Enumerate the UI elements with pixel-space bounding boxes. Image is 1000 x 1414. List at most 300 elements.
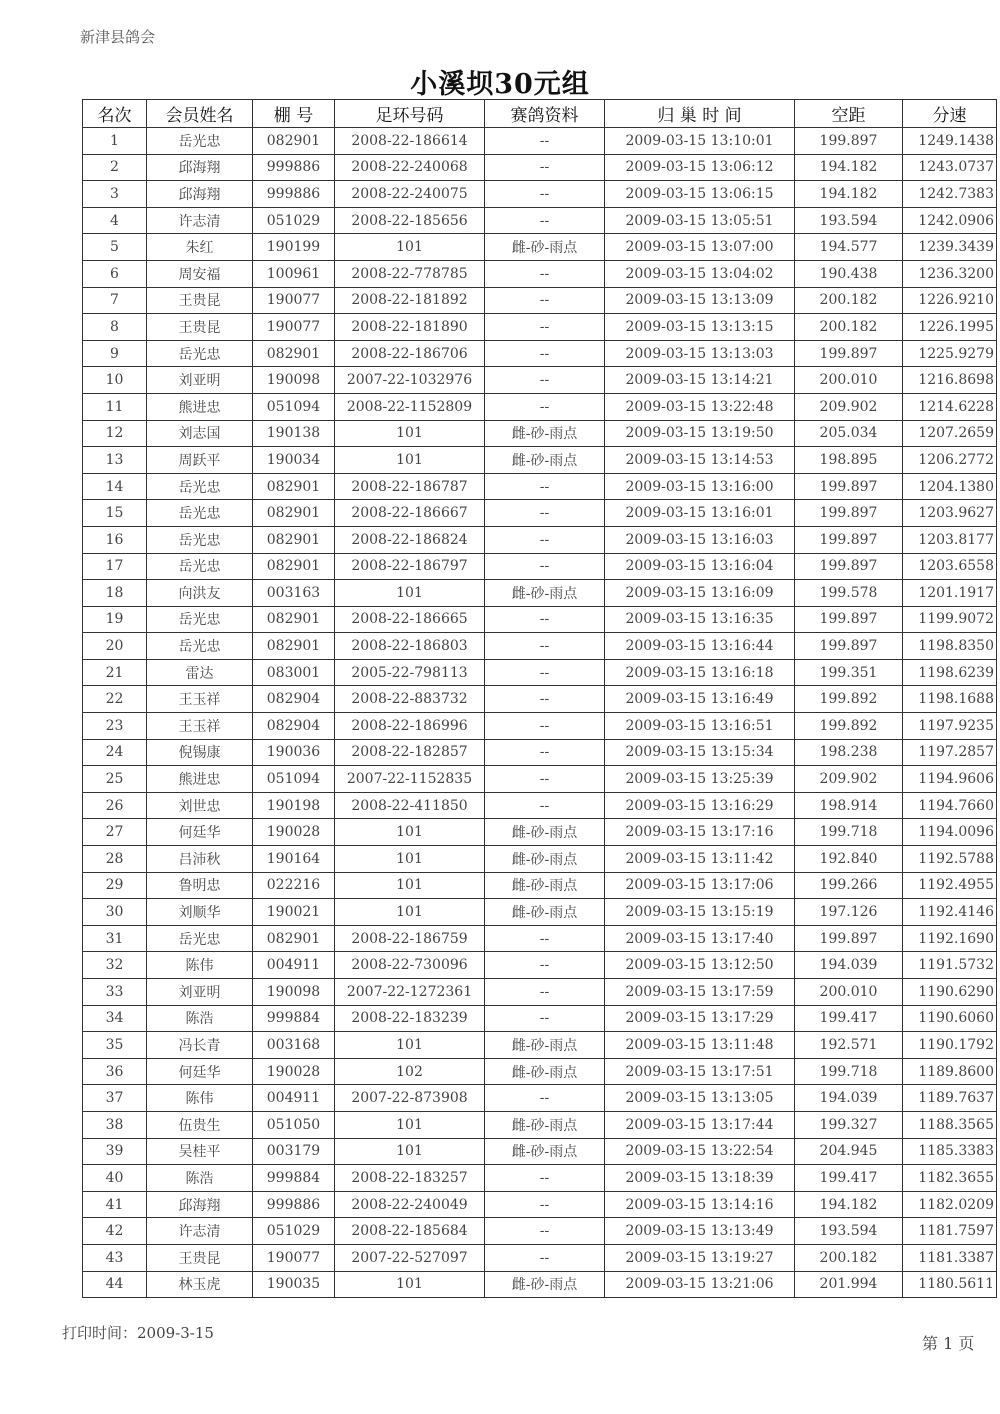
cell-distance: 194.182 — [795, 154, 903, 181]
cell-speed: 1226.9210 — [903, 287, 997, 314]
cell-ring-number: 2008-22-883732 — [335, 686, 485, 713]
cell-loft-number: 190098 — [253, 367, 335, 394]
cell-ring-number: 101 — [335, 1111, 485, 1138]
cell-distance: 200.010 — [795, 979, 903, 1006]
cell-pigeon-info: -- — [485, 925, 605, 952]
cell-loft-number: 999884 — [253, 1005, 335, 1032]
column-header-pigeon-info: 赛鸽资料 — [485, 100, 605, 128]
table-row — [83, 792, 997, 819]
cell-pigeon-info: -- — [485, 633, 605, 660]
cell-rank: 14 — [83, 473, 147, 500]
cell-loft-number: 190028 — [253, 1058, 335, 1085]
cell-pigeon-info: -- — [485, 500, 605, 527]
table-row — [83, 1032, 997, 1059]
column-header-speed: 分速 — [903, 100, 997, 128]
organization-name: 新津县鸽会 — [80, 28, 156, 46]
cell-distance: 194.182 — [795, 181, 903, 208]
cell-member-name: 吴桂平 — [147, 1138, 253, 1165]
cell-loft-number: 003168 — [253, 1032, 335, 1059]
table-row — [83, 181, 997, 208]
cell-arrival-time: 2009-03-15 13:14:16 — [605, 1191, 795, 1218]
table-row — [83, 1111, 997, 1138]
cell-distance: 193.594 — [795, 1218, 903, 1245]
cell-rank: 22 — [83, 686, 147, 713]
cell-pigeon-info: -- — [485, 713, 605, 740]
table-row — [83, 367, 997, 394]
cell-arrival-time: 2009-03-15 13:16:09 — [605, 580, 795, 607]
cell-member-name: 岳光忠 — [147, 128, 253, 155]
cell-rank: 28 — [83, 846, 147, 873]
cell-speed: 1192.4955 — [903, 872, 997, 899]
cell-arrival-time: 2009-03-15 13:19:50 — [605, 420, 795, 447]
page-number: 第 1 页 — [922, 1334, 975, 1353]
table-row — [83, 580, 997, 607]
cell-member-name: 熊进忠 — [147, 393, 253, 420]
cell-speed: 1226.1995 — [903, 314, 997, 341]
cell-speed: 1203.6558 — [903, 553, 997, 580]
cell-arrival-time: 2009-03-15 13:15:19 — [605, 899, 795, 926]
cell-loft-number: 190164 — [253, 846, 335, 873]
table-row — [83, 925, 997, 952]
cell-member-name: 陈伟 — [147, 1085, 253, 1112]
cell-ring-number: 101 — [335, 1271, 485, 1298]
cell-member-name: 陈伟 — [147, 952, 253, 979]
cell-loft-number: 051094 — [253, 766, 335, 793]
cell-pigeon-info: -- — [485, 473, 605, 500]
cell-speed: 1181.3387 — [903, 1244, 997, 1271]
table-row — [83, 846, 997, 873]
cell-rank: 32 — [83, 952, 147, 979]
cell-rank: 33 — [83, 979, 147, 1006]
cell-distance: 199.266 — [795, 872, 903, 899]
cell-rank: 3 — [83, 181, 147, 208]
cell-pigeon-info: -- — [485, 739, 605, 766]
cell-rank: 41 — [83, 1191, 147, 1218]
table-row — [83, 553, 997, 580]
cell-ring-number: 2008-22-186667 — [335, 500, 485, 527]
table-row — [83, 420, 997, 447]
table-row — [83, 766, 997, 793]
cell-pigeon-info: 雌-砂-雨点 — [485, 1138, 605, 1165]
cell-pigeon-info: 雌-砂-雨点 — [485, 447, 605, 474]
cell-rank: 6 — [83, 260, 147, 287]
cell-member-name: 刘志国 — [147, 420, 253, 447]
cell-distance: 199.897 — [795, 633, 903, 660]
cell-loft-number: 004911 — [253, 1085, 335, 1112]
cell-rank: 18 — [83, 580, 147, 607]
cell-ring-number: 2008-22-183239 — [335, 1005, 485, 1032]
cell-arrival-time: 2009-03-15 13:16:00 — [605, 473, 795, 500]
cell-arrival-time: 2009-03-15 13:11:48 — [605, 1032, 795, 1059]
cell-speed: 1194.0096 — [903, 819, 997, 846]
table-row — [83, 1165, 997, 1192]
cell-member-name: 许志清 — [147, 207, 253, 234]
cell-member-name: 冯长青 — [147, 1032, 253, 1059]
cell-speed: 1206.2772 — [903, 447, 997, 474]
cell-ring-number: 102 — [335, 1058, 485, 1085]
cell-ring-number: 2008-22-186797 — [335, 553, 485, 580]
table-row — [83, 207, 997, 234]
cell-pigeon-info: -- — [485, 207, 605, 234]
cell-ring-number: 2005-22-798113 — [335, 659, 485, 686]
print-time: 打印时间：2009-3-15 — [62, 1324, 214, 1342]
cell-member-name: 岳光忠 — [147, 925, 253, 952]
table-row — [83, 260, 997, 287]
cell-loft-number: 999886 — [253, 154, 335, 181]
cell-distance: 199.897 — [795, 553, 903, 580]
cell-ring-number: 2008-22-186803 — [335, 633, 485, 660]
cell-member-name: 邱海翔 — [147, 1191, 253, 1218]
cell-distance: 199.892 — [795, 713, 903, 740]
cell-pigeon-info: -- — [485, 340, 605, 367]
cell-pigeon-info: -- — [485, 393, 605, 420]
cell-loft-number: 999884 — [253, 1165, 335, 1192]
cell-ring-number: 2008-22-778785 — [335, 260, 485, 287]
cell-ring-number: 2008-22-183257 — [335, 1165, 485, 1192]
cell-distance: 204.945 — [795, 1138, 903, 1165]
cell-pigeon-info: -- — [485, 952, 605, 979]
cell-distance: 199.897 — [795, 473, 903, 500]
cell-arrival-time: 2009-03-15 13:15:34 — [605, 739, 795, 766]
cell-pigeon-info: 雌-砂-雨点 — [485, 580, 605, 607]
cell-distance: 209.902 — [795, 393, 903, 420]
cell-rank: 2 — [83, 154, 147, 181]
table-header-row — [83, 100, 997, 128]
cell-member-name: 伍贵生 — [147, 1111, 253, 1138]
cell-arrival-time: 2009-03-15 13:05:51 — [605, 207, 795, 234]
cell-arrival-time: 2009-03-15 13:17:59 — [605, 979, 795, 1006]
cell-loft-number: 004911 — [253, 952, 335, 979]
cell-ring-number: 2007-22-1272361 — [335, 979, 485, 1006]
cell-pigeon-info: -- — [485, 287, 605, 314]
cell-rank: 20 — [83, 633, 147, 660]
cell-arrival-time: 2009-03-15 13:22:54 — [605, 1138, 795, 1165]
cell-rank: 26 — [83, 792, 147, 819]
column-header-arrival-time: 归 巢 时 间 — [605, 100, 795, 128]
table-row — [83, 340, 997, 367]
cell-rank: 23 — [83, 713, 147, 740]
cell-arrival-time: 2009-03-15 13:11:42 — [605, 846, 795, 873]
cell-member-name: 岳光忠 — [147, 633, 253, 660]
cell-rank: 17 — [83, 553, 147, 580]
cell-speed: 1207.2659 — [903, 420, 997, 447]
cell-loft-number: 051094 — [253, 393, 335, 420]
cell-pigeon-info: -- — [485, 553, 605, 580]
cell-pigeon-info: -- — [485, 1085, 605, 1112]
cell-pigeon-info: -- — [485, 1244, 605, 1271]
cell-rank: 13 — [83, 447, 147, 474]
cell-loft-number: 082901 — [253, 526, 335, 553]
cell-loft-number: 999886 — [253, 1191, 335, 1218]
cell-member-name: 刘顺华 — [147, 899, 253, 926]
column-header-ring-number: 足环号码 — [335, 100, 485, 128]
cell-distance: 190.438 — [795, 260, 903, 287]
cell-arrival-time: 2009-03-15 13:17:29 — [605, 1005, 795, 1032]
cell-rank: 4 — [83, 207, 147, 234]
cell-member-name: 陈浩 — [147, 1165, 253, 1192]
cell-arrival-time: 2009-03-15 13:13:15 — [605, 314, 795, 341]
table-row — [83, 393, 997, 420]
column-header-loft-number: 棚 号 — [253, 100, 335, 128]
cell-member-name: 朱红 — [147, 234, 253, 261]
cell-distance: 199.718 — [795, 819, 903, 846]
cell-ring-number: 2008-22-186787 — [335, 473, 485, 500]
column-header-member-name: 会员姓名 — [147, 100, 253, 128]
cell-rank: 25 — [83, 766, 147, 793]
cell-speed: 1197.9235 — [903, 713, 997, 740]
cell-pigeon-info: -- — [485, 128, 605, 155]
cell-loft-number: 190021 — [253, 899, 335, 926]
cell-arrival-time: 2009-03-15 13:14:53 — [605, 447, 795, 474]
cell-arrival-time: 2009-03-15 13:21:06 — [605, 1271, 795, 1298]
cell-speed: 1249.1438 — [903, 128, 997, 155]
cell-ring-number: 2008-22-240068 — [335, 154, 485, 181]
cell-arrival-time: 2009-03-15 13:16:49 — [605, 686, 795, 713]
cell-arrival-time: 2009-03-15 13:13:05 — [605, 1085, 795, 1112]
table-row — [83, 314, 997, 341]
cell-pigeon-info: -- — [485, 1005, 605, 1032]
cell-arrival-time: 2009-03-15 13:06:15 — [605, 181, 795, 208]
cell-arrival-time: 2009-03-15 13:17:51 — [605, 1058, 795, 1085]
cell-speed: 1203.8177 — [903, 526, 997, 553]
cell-distance: 200.182 — [795, 1244, 903, 1271]
cell-arrival-time: 2009-03-15 13:18:39 — [605, 1165, 795, 1192]
cell-member-name: 雷达 — [147, 659, 253, 686]
cell-ring-number: 101 — [335, 1032, 485, 1059]
cell-arrival-time: 2009-03-15 13:13:09 — [605, 287, 795, 314]
cell-speed: 1190.1792 — [903, 1032, 997, 1059]
cell-rank: 37 — [83, 1085, 147, 1112]
cell-ring-number: 101 — [335, 846, 485, 873]
cell-pigeon-info: -- — [485, 181, 605, 208]
cell-speed: 1201.1917 — [903, 580, 997, 607]
cell-member-name: 王玉祥 — [147, 686, 253, 713]
table-row — [83, 500, 997, 527]
cell-pigeon-info: -- — [485, 1191, 605, 1218]
table-row — [83, 686, 997, 713]
cell-distance: 199.897 — [795, 606, 903, 633]
cell-pigeon-info: -- — [485, 1218, 605, 1245]
table-row — [83, 154, 997, 181]
cell-member-name: 岳光忠 — [147, 606, 253, 633]
cell-arrival-time: 2009-03-15 13:17:40 — [605, 925, 795, 952]
cell-speed: 1181.7597 — [903, 1218, 997, 1245]
cell-ring-number: 2007-22-1152835 — [335, 766, 485, 793]
cell-rank: 8 — [83, 314, 147, 341]
cell-distance: 194.182 — [795, 1191, 903, 1218]
cell-member-name: 周跃平 — [147, 447, 253, 474]
cell-member-name: 岳光忠 — [147, 340, 253, 367]
cell-arrival-time: 2009-03-15 13:10:01 — [605, 128, 795, 155]
cell-pigeon-info: 雌-砂-雨点 — [485, 899, 605, 926]
cell-rank: 10 — [83, 367, 147, 394]
cell-loft-number: 190077 — [253, 314, 335, 341]
cell-arrival-time: 2009-03-15 13:13:03 — [605, 340, 795, 367]
cell-ring-number: 2008-22-185656 — [335, 207, 485, 234]
cell-rank: 38 — [83, 1111, 147, 1138]
results-table — [82, 99, 997, 1298]
cell-distance: 201.994 — [795, 1271, 903, 1298]
cell-ring-number: 2008-22-185684 — [335, 1218, 485, 1245]
cell-member-name: 邱海翔 — [147, 181, 253, 208]
cell-rank: 29 — [83, 872, 147, 899]
cell-arrival-time: 2009-03-15 13:07:00 — [605, 234, 795, 261]
cell-ring-number: 2008-22-186824 — [335, 526, 485, 553]
cell-pigeon-info: -- — [485, 154, 605, 181]
cell-speed: 1204.1380 — [903, 473, 997, 500]
cell-distance: 209.902 — [795, 766, 903, 793]
cell-member-name: 鲁明忠 — [147, 872, 253, 899]
cell-arrival-time: 2009-03-15 13:06:12 — [605, 154, 795, 181]
cell-member-name: 许志清 — [147, 1218, 253, 1245]
cell-distance: 198.895 — [795, 447, 903, 474]
cell-rank: 5 — [83, 234, 147, 261]
cell-speed: 1242.0906 — [903, 207, 997, 234]
cell-distance: 199.897 — [795, 500, 903, 527]
cell-speed: 1190.6060 — [903, 1005, 997, 1032]
table-row — [83, 739, 997, 766]
cell-member-name: 岳光忠 — [147, 500, 253, 527]
cell-rank: 24 — [83, 739, 147, 766]
cell-pigeon-info: -- — [485, 792, 605, 819]
cell-speed: 1192.4146 — [903, 899, 997, 926]
cell-ring-number: 2008-22-181890 — [335, 314, 485, 341]
table-row — [83, 526, 997, 553]
cell-distance: 199.718 — [795, 1058, 903, 1085]
cell-ring-number: 101 — [335, 819, 485, 846]
cell-pigeon-info: -- — [485, 979, 605, 1006]
cell-pigeon-info: -- — [485, 686, 605, 713]
cell-loft-number: 100961 — [253, 260, 335, 287]
cell-ring-number: 2007-22-873908 — [335, 1085, 485, 1112]
cell-rank: 44 — [83, 1271, 147, 1298]
cell-loft-number: 190035 — [253, 1271, 335, 1298]
cell-member-name: 陈浩 — [147, 1005, 253, 1032]
cell-speed: 1198.8350 — [903, 633, 997, 660]
table-row — [83, 872, 997, 899]
cell-speed: 1194.9606 — [903, 766, 997, 793]
cell-loft-number: 190034 — [253, 447, 335, 474]
cell-ring-number: 2008-22-1152809 — [335, 393, 485, 420]
cell-distance: 199.351 — [795, 659, 903, 686]
cell-speed: 1192.1690 — [903, 925, 997, 952]
cell-member-name: 岳光忠 — [147, 526, 253, 553]
cell-rank: 39 — [83, 1138, 147, 1165]
table-row — [83, 287, 997, 314]
cell-distance: 192.571 — [795, 1032, 903, 1059]
table-row — [83, 1058, 997, 1085]
table-row — [83, 1191, 997, 1218]
table-row — [83, 1005, 997, 1032]
cell-arrival-time: 2009-03-15 13:16:03 — [605, 526, 795, 553]
cell-distance: 200.182 — [795, 287, 903, 314]
cell-ring-number: 2008-22-240075 — [335, 181, 485, 208]
cell-pigeon-info: 雌-砂-雨点 — [485, 846, 605, 873]
cell-loft-number: 190198 — [253, 792, 335, 819]
cell-pigeon-info: -- — [485, 766, 605, 793]
cell-member-name: 刘亚明 — [147, 367, 253, 394]
table-row — [83, 819, 997, 846]
table-row — [83, 234, 997, 261]
cell-speed: 1188.3565 — [903, 1111, 997, 1138]
table-row — [83, 659, 997, 686]
cell-speed: 1182.0209 — [903, 1191, 997, 1218]
cell-speed: 1190.6290 — [903, 979, 997, 1006]
cell-loft-number: 082901 — [253, 473, 335, 500]
cell-loft-number: 051029 — [253, 207, 335, 234]
table-row — [83, 1085, 997, 1112]
cell-ring-number: 2008-22-186665 — [335, 606, 485, 633]
cell-member-name: 刘亚明 — [147, 979, 253, 1006]
cell-ring-number: 2008-22-186614 — [335, 128, 485, 155]
cell-speed: 1243.0737 — [903, 154, 997, 181]
cell-ring-number: 2008-22-186759 — [335, 925, 485, 952]
cell-arrival-time: 2009-03-15 13:12:50 — [605, 952, 795, 979]
cell-arrival-time: 2009-03-15 13:16:01 — [605, 500, 795, 527]
cell-distance: 198.238 — [795, 739, 903, 766]
cell-distance: 199.897 — [795, 128, 903, 155]
cell-member-name: 邱海翔 — [147, 154, 253, 181]
cell-distance: 197.126 — [795, 899, 903, 926]
cell-distance: 199.897 — [795, 526, 903, 553]
cell-distance: 205.034 — [795, 420, 903, 447]
cell-pigeon-info: 雌-砂-雨点 — [485, 1111, 605, 1138]
cell-rank: 7 — [83, 287, 147, 314]
cell-loft-number: 003163 — [253, 580, 335, 607]
cell-rank: 27 — [83, 819, 147, 846]
cell-rank: 11 — [83, 393, 147, 420]
table-row — [83, 633, 997, 660]
cell-arrival-time: 2009-03-15 13:19:27 — [605, 1244, 795, 1271]
table-row — [83, 952, 997, 979]
cell-arrival-time: 2009-03-15 13:04:02 — [605, 260, 795, 287]
cell-speed: 1236.3200 — [903, 260, 997, 287]
cell-ring-number: 101 — [335, 234, 485, 261]
cell-loft-number: 082904 — [253, 713, 335, 740]
cell-rank: 31 — [83, 925, 147, 952]
cell-member-name: 吕沛秋 — [147, 846, 253, 873]
cell-member-name: 周安福 — [147, 260, 253, 287]
cell-loft-number: 190036 — [253, 739, 335, 766]
table-row — [83, 899, 997, 926]
table-row — [83, 1244, 997, 1271]
cell-loft-number: 082901 — [253, 633, 335, 660]
cell-rank: 12 — [83, 420, 147, 447]
cell-pigeon-info: -- — [485, 260, 605, 287]
cell-loft-number: 003179 — [253, 1138, 335, 1165]
cell-speed: 1199.9072 — [903, 606, 997, 633]
cell-member-name: 何廷华 — [147, 1058, 253, 1085]
cell-ring-number: 2008-22-181892 — [335, 287, 485, 314]
cell-speed: 1189.7637 — [903, 1085, 997, 1112]
table-row — [83, 1218, 997, 1245]
cell-member-name: 王贵昆 — [147, 287, 253, 314]
cell-loft-number: 051029 — [253, 1218, 335, 1245]
cell-arrival-time: 2009-03-15 13:22:48 — [605, 393, 795, 420]
cell-arrival-time: 2009-03-15 13:16:44 — [605, 633, 795, 660]
cell-arrival-time: 2009-03-15 13:13:49 — [605, 1218, 795, 1245]
cell-distance: 199.417 — [795, 1165, 903, 1192]
cell-ring-number: 2008-22-186996 — [335, 713, 485, 740]
cell-distance: 194.577 — [795, 234, 903, 261]
cell-distance: 200.010 — [795, 367, 903, 394]
cell-distance: 198.914 — [795, 792, 903, 819]
cell-ring-number: 2008-22-240049 — [335, 1191, 485, 1218]
cell-pigeon-info: 雌-砂-雨点 — [485, 1032, 605, 1059]
cell-pigeon-info: 雌-砂-雨点 — [485, 234, 605, 261]
cell-member-name: 岳光忠 — [147, 473, 253, 500]
cell-pigeon-info: 雌-砂-雨点 — [485, 1271, 605, 1298]
